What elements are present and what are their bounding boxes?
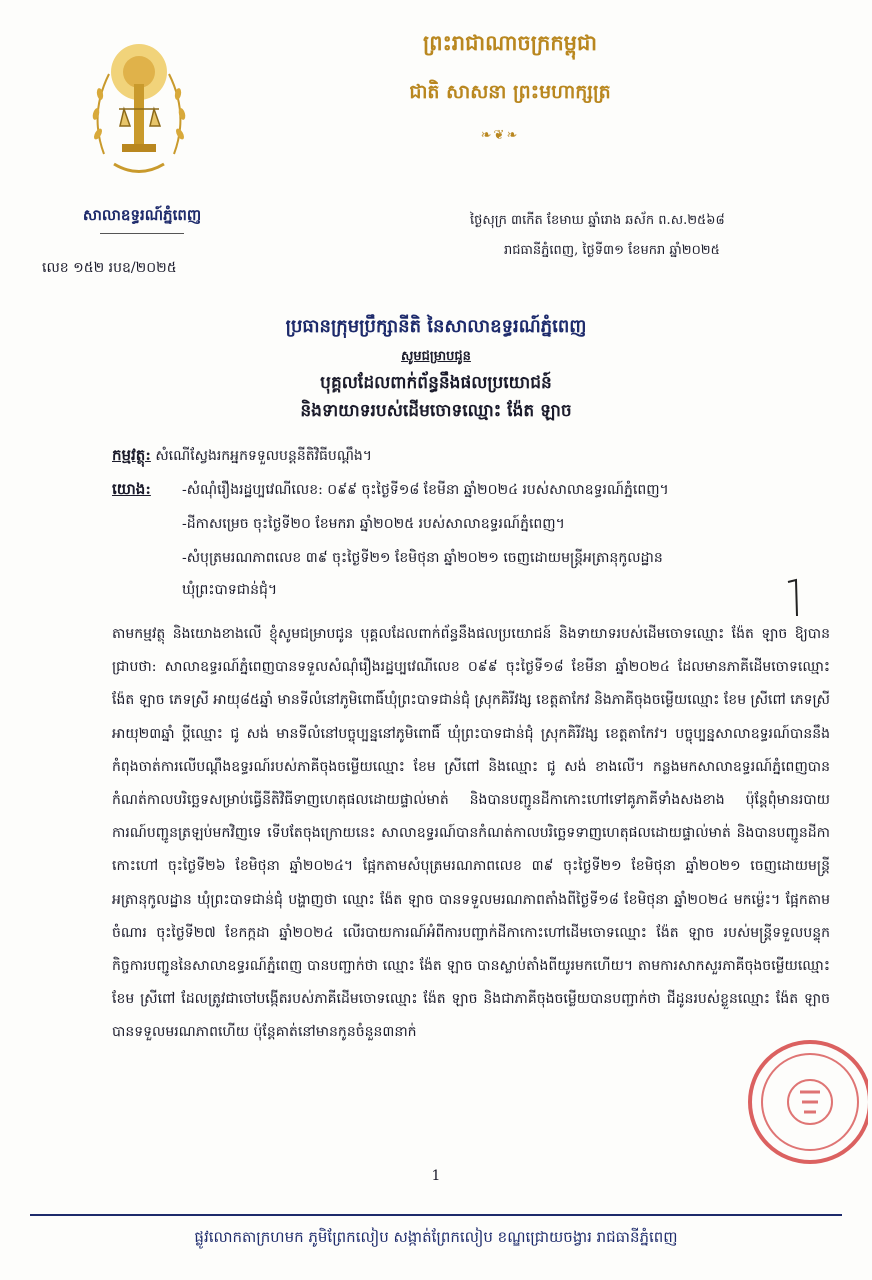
subject-text: សំណើស្វែងរកអ្នកទទួលបន្តនីតិវិធីបណ្តឹង។ <box>155 448 373 464</box>
reference-item: -ដីកាសម្រេច ចុះថ្ងៃទី២០ ខែមករា ឆ្នាំ២០២៥ របស់សាលាឧទ្ធរណ៍ភ្នំពេញ។ <box>182 516 565 532</box>
subject-line <box>112 446 832 468</box>
references-label: យោង: <box>112 480 151 498</box>
kingdom-title: ព្រះរាជាណាចក្រកម្ពុជា <box>422 30 597 55</box>
ornament-divider-icon: ❧❦❧ <box>480 128 520 143</box>
sender-title: ប្រធានក្រុមប្រឹក្សានីតិ នៃសាលាឧទ្ធរណ៍ភ្នំពេញ <box>285 316 587 337</box>
reference-item: -សំបុត្រមរណភាពលេខ ៣៩ ចុះថ្ងៃទី២១ ខែមិថុនា ឆ្នាំ២០២១ ចេញដោយមន្ត្រីអត្រានុកូលដ្ឋាន <box>182 550 663 566</box>
solar-date: រាជធានីភ្នំពេញ, ថ្ងៃទី៣១ ខែមករា ឆ្នាំ២០២៥ <box>504 243 720 258</box>
body-paragraph: តាមកម្មវត្ថុ និងយោងខាងលើ ខ្ញុំសូមជម្រាបជូន បុគ្គលដែលពាក់ព័ន្ធនឹងផលប្រយោជន៍ និងទាយាទរបស់ដើមចោទឈ្មោះ ង៉ែត ឡាច ឱ្យបានជ្រាបថា: សាលាឧទ្ធរណ៍ភ្នំពេញបានទទួលសំណុំរឿងរដ្ឋប្បវេណីលេខ ០៩៩ ចុះថ្ងៃទី១៨ ខែមីនា ឆ្នាំ២០២៤ ដែលមានភាគីដើមចោទឈ្មោះ ង៉ែត ឡាច ភេទស្រី អាយុ៨៥ឆ្នាំ មានទីលំនៅភូមិពោធិ៍ឃុំព្រះបាទជាន់ជុំ ស្រុកគិរីវង្ស ខេត្តតាកែវ និងភាគីចុងចម្លើយឈ្មោះ ខែម ស្រីពៅ ភេទស្រី អាយុ២៣ឆ្នាំ ប្តីឈ្មោះ ជូ សង់ មានទីលំនៅបច្ចុប្បន្ននៅភូមិពោធិ៍ ឃុំព្រះបាទជាន់ជុំ ស្រុកគិរីវង្ស ខេត្តតាកែវ។ បច្ចុប្បន្នសាលាឧទ្ធរណ៍បាននឹងកំពុងចាត់ការលើបណ្តឹងឧទ្ធរណ៍របស់ភាគីចុងចម្លើយឈ្មោះ ខែម ស្រីពៅ និងឈ្មោះ ជូ សង់ ខាងលើ។ កន្លងមកសាលាឧទ្ធរណ៍ភ្នំពេញបានកំណត់កាលបរិច្ឆេទសម្រាប់ធ្វើនីតិវិធីទាញហេតុផលដោយផ្ទាល់មាត់ និងបានបញ្ជូនដីកាកោះហៅទៅគូភាគីទាំងសងខាង ប៉ុន្តែពុំមានរបាយការណ៍បញ្ជូនត្រឡប់មកវិញទេ ទើបតែចុងក្រោយនេះ សាលាឧទ្ធរណ៍បានកំណត់កាលបរិច្ឆេទទាញហេតុផលដោយផ្ទាល់មាត់ និងបានបញ្ជូនដីកាកោះហៅ ចុះថ្ងៃទី២៦ ខែមិថុនា ឆ្នាំ២០២៤។ ផ្អែកតាមសំបុត្រមរណភាពលេខ ៣៩ ចុះថ្ងៃទី២១ ខែមិថុនា ឆ្នាំ២០២១ ចេញដោយមន្ត្រីអត្រានុកូលដ្ឋាន ឃុំព្រះបាទជាន់ជុំ បង្ហាញថា ឈ្មោះ ង៉ែត ឡាច បានទទួលមរណភាពតាំងពីថ្ងៃទី១៨ ខែមិថុនា ឆ្នាំ២០២៤ មកម្ល៉េះ។ ផ្អែកតាមចំណារ ចុះថ្ងៃទី២៧ ខែកក្កដា ឆ្នាំ២០២៤ លើរបាយការណ៍អំពីការបញ្ជាក់ដីកាកោះហៅដើមចោទឈ្មោះ ង៉ែត ឡាច របស់មន្ត្រីទទួលបន្ទុកកិច្ចការបញ្ជូននៃសាលាឧទ្ធរណ៍ភ្នំពេញ បានបញ្ជាក់ថា ឈ្មោះ ង៉ែត ឡាច បានស្លាប់តាំងពីយូរមកហើយ។ តាមការសាកសួរភាគីចុងចម្លើយឈ្មោះ ខែម ស្រីពៅ ដែលត្រូវជាចៅបង្កើតរបស់ភាគីដើមចោទឈ្មោះ ង៉ែត ឡាច និងជាភាគីចុងចម្លើយបានបញ្ជាក់ថា ជីដូនរបស់ខ្លួនឈ្មោះ ង៉ែត ឡាច បានទទួលមរណភាពហើយ ប៉ុន្តែគាត់នៅមានកូនចំនួន៣នាក់ <box>112 626 830 1041</box>
court-name-divider <box>100 233 184 234</box>
page-number: 1 <box>431 1168 441 1184</box>
footer-divider <box>30 1214 842 1216</box>
court-name: សាលាឧទ្ធរណ៍ភ្នំពេញ <box>82 206 202 224</box>
reference-item: ឃុំព្រះបាទជាន់ជុំ។ <box>182 582 278 598</box>
reference-number: លេខ ១៥២ របឧ/២០២៥ <box>42 260 177 276</box>
recipient-line-1: បុគ្គលដែលពាក់ព័ន្ធនឹងផលប្រយោជន៍ <box>320 373 552 393</box>
subject-label: កម្មវត្ថុ: <box>112 446 151 464</box>
national-motto: ជាតិ សាសនា ព្រះមហាក្សត្រ <box>409 81 611 103</box>
pen-mark-icon <box>786 578 800 618</box>
recipient-line-2: និងទាយាទរបស់ដើមចោទឈ្មោះ ង៉ែត ឡាច <box>300 401 572 421</box>
footer-address: ផ្លូវលោកតាក្រហមក ភូមិព្រែកលៀប សង្កាត់ព្រែកលៀប ខណ្ឌជ្រោយចង្វារ រាជធានីភ្នំពេញ <box>194 1228 678 1246</box>
reference-item: -សំណុំរឿងរដ្ឋប្បវេណីលេខ: ០៩៩ ចុះថ្ងៃទី១៨ ខែមីនា ឆ្នាំ២០២៤ របស់សាលាឧទ្ធរណ៍ភ្នំពេញ។ <box>182 482 669 498</box>
lunar-date: ថ្ងៃសុក្រ ៣កើត ខែមាឃ ឆ្នាំរោង ឆស័ក ព.ស.២៥៦៨ <box>470 213 725 228</box>
salutation: សូមជម្រាបជូន <box>401 349 471 364</box>
court-emblem-icon <box>84 34 194 184</box>
official-seal-icon <box>740 1032 868 1172</box>
